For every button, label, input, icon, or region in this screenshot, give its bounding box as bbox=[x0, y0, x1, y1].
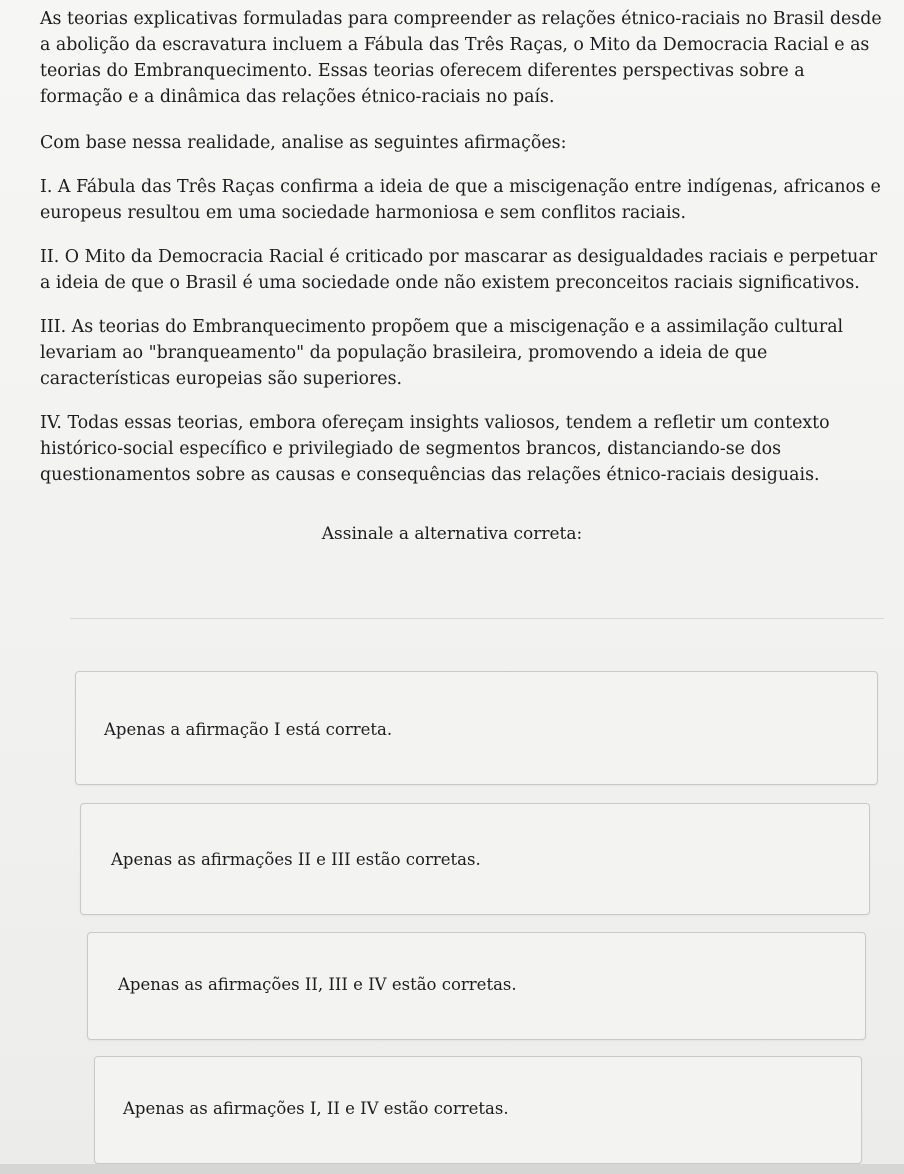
answer-option-label: Apenas as afirmações II e III estão corretas. bbox=[111, 850, 481, 869]
statement-2: II. O Mito da Democracia Racial é criticado por mascarar as desigualdades raciais e perpetuar a ideia de que o Brasil é uma sociedade onde não existem preconceitos raciais significativos. bbox=[40, 247, 878, 293]
answer-option-1[interactable] bbox=[75, 671, 878, 785]
answer-option-3[interactable] bbox=[87, 932, 866, 1040]
question-instruction: Assinale a alternativa correta: bbox=[321, 524, 583, 544]
answer-option-label: Apenas as afirmações I, II e IV estão corretas. bbox=[123, 1099, 509, 1118]
answer-option-label: Apenas as afirmações II, III e IV estão corretas. bbox=[118, 975, 517, 994]
question-text bbox=[40, 6, 890, 506]
question-intro: As teorias explicativas formuladas para compreender as relações étnico-raciais no Brasil desde a abolição da escravatura incluem a Fábula das Três Raças, o Mito da Democracia Racial e as teorias do Embranquecimento. Essas teorias oferecem diferentes perspectivas sobre a formação e a dinâmica das relações étnico-raciais no país. bbox=[40, 9, 882, 107]
question-prompt: Com base nessa realidade, analise as seguintes afirmações: bbox=[40, 133, 567, 153]
divider bbox=[70, 618, 884, 619]
answer-option-4[interactable] bbox=[94, 1056, 862, 1164]
answer-option-2[interactable] bbox=[80, 803, 870, 915]
statement-1: I. A Fábula das Três Raças confirma a ideia de que a miscigenação entre indígenas, africanos e europeus resultou em uma sociedade harmoniosa e sem conflitos raciais. bbox=[40, 177, 881, 223]
statement-3: III. As teorias do Embranquecimento propõem que a miscigenação e a assimilação cultural levariam ao "branqueamento" da população brasileira, promovendo a ideia de que características europeias são superiores. bbox=[40, 317, 844, 389]
statement-4: IV. Todas essas teorias, embora ofereçam insights valiosos, tendem a refletir um contexto histórico-social específico e privilegiado de segmentos brancos, distanciando-se dos questionamentos sobre as causas e consequências das relações étnico-raciais desiguais. bbox=[40, 413, 830, 485]
bottom-edge bbox=[0, 1164, 904, 1174]
answer-option-label: Apenas a afirmação I está correta. bbox=[104, 720, 393, 739]
